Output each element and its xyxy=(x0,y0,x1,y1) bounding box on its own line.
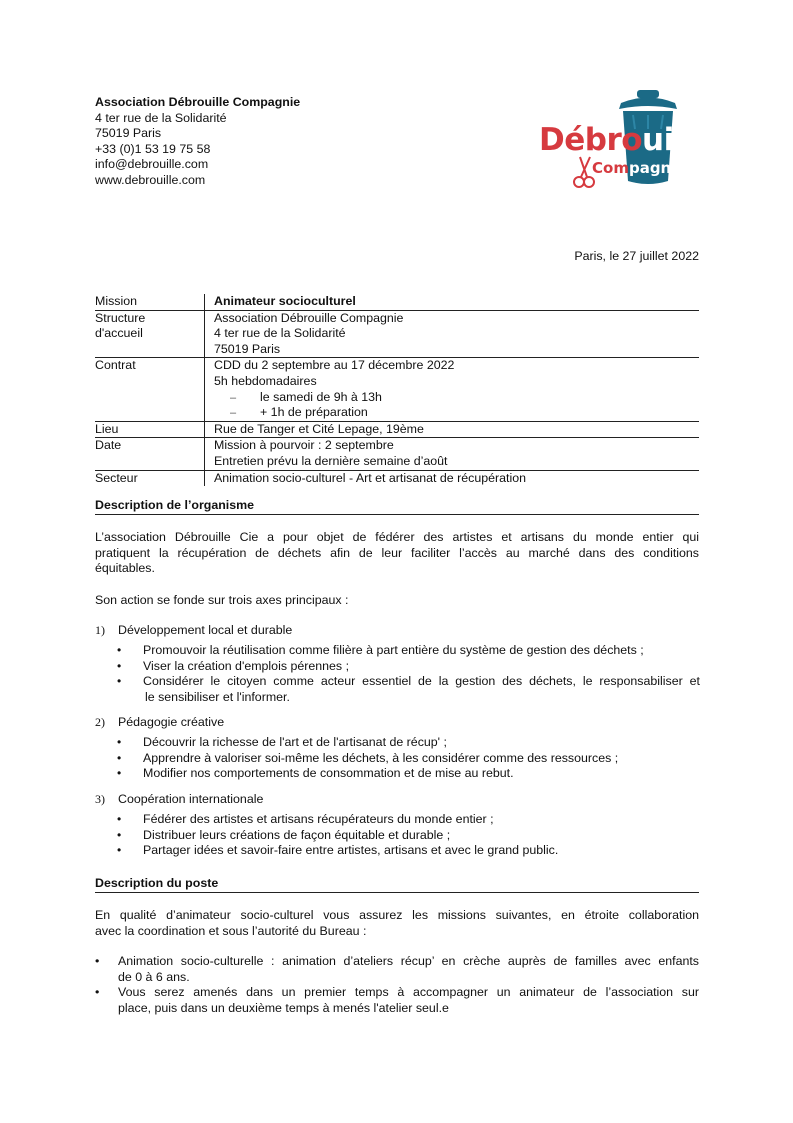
bullet-marker: • xyxy=(117,643,122,657)
list-item-text: Apprendre à valoriser soi-même les déchets, à les considérer comme des ressources ; xyxy=(143,750,619,765)
axis-title: Développement local et durable xyxy=(118,623,293,637)
table-value: CDD du 2 septembre au 17 décembre 2022 xyxy=(214,358,455,373)
table-value: 5h hebdomadaires xyxy=(214,373,317,388)
list-item-text: Viser la création d'emplois pérennes ; xyxy=(143,658,350,673)
list-item xyxy=(115,674,700,705)
axis-title: Coopération internationale xyxy=(118,792,264,806)
bullet-marker: • xyxy=(117,843,122,858)
axis-number: 1) xyxy=(95,623,105,637)
dash-marker: – xyxy=(230,407,237,420)
logo-text-red: Débro xyxy=(539,122,643,158)
table-row-structure xyxy=(95,311,699,359)
debrouille-compagnie-logo xyxy=(537,89,715,189)
section-title-poste: Description du poste xyxy=(95,876,699,893)
table-row-date xyxy=(95,438,699,470)
paragraph-line: En qualité d’animateur socio-culturel vous assurez les missions suivantes, en étroite collaboration xyxy=(95,908,699,922)
table-value: Rue de Tanger et Cité Lepage, 19ème xyxy=(214,421,424,436)
section-title-organisme: Description de l’organisme xyxy=(95,498,699,515)
axis-heading-1 xyxy=(95,623,292,639)
post-bullet-list xyxy=(95,954,699,1016)
list-item-text: Promouvoir la réutilisation comme filière à part entière du système de gestion des déchets ; xyxy=(143,643,644,657)
list-item-text: Animation socio-culturelle : animation d’ateliers récup’ en crèche auprès de familles avec enfants xyxy=(118,954,699,968)
mission-table xyxy=(95,294,699,486)
paragraph-line: pratiquent la récupération de déchets afin de leur faciliter l’accès au marché dans des conditions xyxy=(95,545,699,560)
bullet-marker: • xyxy=(117,674,122,689)
list-item-text: Considérer le citoyen comme acteur essentiel de la gestion des déchets, le responsabiliser et xyxy=(143,674,700,689)
list-item-text: Fédérer des artistes et artisans récupérateurs du monde entier ; xyxy=(143,812,494,826)
dash-marker: – xyxy=(230,391,237,404)
post-intro-paragraph xyxy=(95,908,699,939)
list-item-text: Découvrir la richesse de l'art et de l'artisanat de récup' ; xyxy=(143,735,447,749)
table-label: Secteur xyxy=(95,470,138,485)
dash-text: + 1h de préparation xyxy=(260,405,368,420)
paragraph-line: L’association Débrouille Cie a pour objet de fédérer des artistes et artisans du monde entier qui xyxy=(95,530,699,544)
sender-address-block xyxy=(95,95,300,189)
org-intro-paragraph xyxy=(95,530,699,577)
org-name: Association Débrouille Compagnie xyxy=(95,95,301,109)
table-label: d'accueil xyxy=(95,326,143,341)
list-item xyxy=(115,843,700,859)
list-item-text: Vous serez amenés dans un premier temps à accompagner un animateur de l’association sur xyxy=(118,985,699,1000)
list-item xyxy=(115,812,700,828)
list-item xyxy=(95,954,699,985)
list-item-text-continued: le sensibiliser et l'informer. xyxy=(145,689,290,704)
list-item xyxy=(115,828,700,844)
table-label: Structure xyxy=(95,310,146,325)
logo-text-pagnie: pagnie xyxy=(628,159,687,177)
table-label: Date xyxy=(95,438,122,453)
bullet-marker: • xyxy=(95,985,100,1000)
table-value: Animation socio-culturel - Art et artisanat de récupération xyxy=(214,470,526,485)
list-item xyxy=(115,766,700,782)
table-label: Contrat xyxy=(95,358,136,373)
table-row-lieu xyxy=(95,422,699,439)
list-item-text: Partager idées et savoir-faire entre artistes, artisans et avec le grand public. xyxy=(143,843,559,858)
website-url: www.debrouille.com xyxy=(95,172,206,187)
logo-wordmark-compagnie xyxy=(592,159,687,177)
dash-list-item xyxy=(214,405,699,421)
address-line-1: 4 ter rue de la Solidarité xyxy=(95,110,227,125)
letter-date: Paris, le 27 juillet 2022 xyxy=(574,249,699,263)
bullet-marker: • xyxy=(95,954,100,968)
axis-3-bullet-list xyxy=(115,812,700,859)
bullet-marker: • xyxy=(117,827,122,842)
logo-text-com: Com xyxy=(592,159,629,177)
axis-number: 3) xyxy=(95,792,105,806)
table-label: Lieu xyxy=(95,421,119,436)
table-row-secteur xyxy=(95,471,699,487)
logo-wordmark-debrouille xyxy=(539,123,715,157)
list-item xyxy=(115,735,700,751)
axis-number: 2) xyxy=(95,715,105,729)
list-item xyxy=(115,751,700,767)
table-value: 4 ter rue de la Solidarité xyxy=(214,326,346,341)
table-value: Entretien prévu la dernière semaine d’août xyxy=(214,453,448,468)
logo-text-white: uille xyxy=(642,122,715,158)
table-value: Association Débrouille Compagnie xyxy=(214,310,404,325)
mission-title: Animateur socioculturel xyxy=(214,294,356,308)
bullet-marker: • xyxy=(117,735,122,749)
list-item-text-continued: de 0 à 6 ans. xyxy=(118,969,190,984)
axes-intro: Son action se fonde sur trois axes principaux : xyxy=(95,593,349,607)
list-item-text-continued: place, puis dans un deuxième temps à menés l'atelier seul.e xyxy=(118,1000,449,1015)
bullet-marker: • xyxy=(117,766,122,781)
axis-1-bullet-list xyxy=(115,643,700,705)
table-value: 75019 Paris xyxy=(214,341,281,356)
list-item-text: Modifier nos comportements de consommation et de mise au rebut. xyxy=(143,766,514,781)
paragraph-line: équitables. xyxy=(95,561,155,576)
address-line-2: 75019 Paris xyxy=(95,126,162,141)
axis-heading-2 xyxy=(95,715,224,731)
axis-2-bullet-list xyxy=(115,735,700,782)
list-item-text: Distribuer leurs créations de façon équitable et durable ; xyxy=(143,827,451,842)
dash-list-item xyxy=(214,390,699,406)
bullet-marker: • xyxy=(117,812,122,826)
table-label: Mission xyxy=(95,294,137,308)
list-item xyxy=(115,659,700,675)
bullet-marker: • xyxy=(117,658,122,673)
paragraph-line: avec la coordination et sous l’autorité du Bureau : xyxy=(95,923,367,938)
axis-heading-3 xyxy=(95,792,263,808)
table-value: Mission à pourvoir : 2 septembre xyxy=(214,438,394,453)
phone-number: +33 (0)1 53 19 75 58 xyxy=(95,141,211,156)
bullet-marker: • xyxy=(117,750,122,765)
table-row-contrat xyxy=(95,358,699,421)
list-item xyxy=(115,643,700,659)
axis-title: Pédagogie créative xyxy=(118,715,225,729)
table-row-mission xyxy=(95,294,699,311)
dash-text: le samedi de 9h à 13h xyxy=(260,389,382,404)
email-address: info@debrouille.com xyxy=(95,157,209,172)
list-item xyxy=(95,985,699,1016)
